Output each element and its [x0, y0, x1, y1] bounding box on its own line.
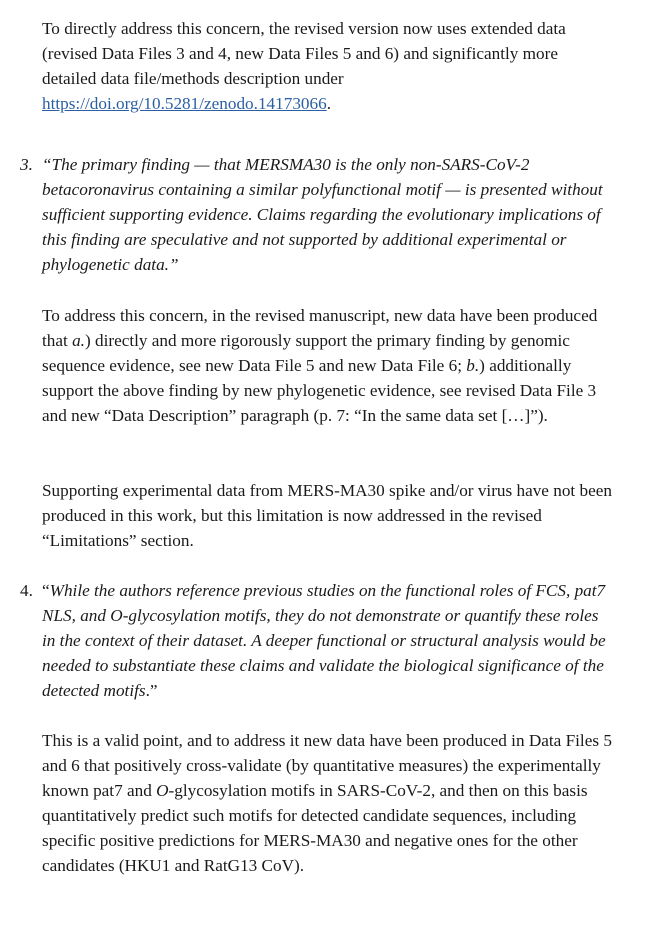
response-3a-part1: To address this concern, in the revised manuscript, new data have been produced that — [42, 306, 598, 350]
o-glycosylation-o: O — [156, 780, 169, 800]
intro-paragraph — [42, 17, 612, 117]
response-4-part2: -glycosylation motifs in SARS-CoV-2, and then on this basis quantitatively predict such motifs for detected candidate sequences, including specific positive predictions for MERS-MA30 and negative ones for the other candidates (HKU1 and RatG13 CoV). — [42, 780, 588, 875]
marker-a: a. — [72, 330, 85, 350]
intro-text: To directly address this concern, the revised version now uses extended data (revised Data Files 3 and 4, new Data Files 5 and 6) and significantly more detailed data file/methods description under — [42, 19, 566, 88]
response-paragraph-3a — [42, 304, 612, 429]
reviewer-quote-4 — [42, 579, 612, 704]
response-paragraph-3b: Supporting experimental data from MERS-MA30 spike and/or virus have not been produced in this work, but this limitation is now addressed in the revised “Limitations” section. — [42, 481, 612, 550]
quote-text-4: While the authors reference previous studies on the functional roles of FCS, pat7 NLS, and O-glycosylation motifs, they do not demonstrate or quantify these roles in the context of their dataset. A deeper functional or structural analysis would be needed to substantiate these claims and validate the biological significance of the detected motifs — [42, 581, 606, 700]
intro-period: . — [326, 93, 331, 113]
zenodo-doi-link[interactable]: https://doi.org/10.5281/zenodo.14173066 — [42, 93, 327, 113]
response-paragraph-4 — [42, 729, 612, 878]
reviewer-quote-3: “The primary finding — that MERSMA30 is the only non-SARS-CoV-2 betacoronavirus containing a similar polyfunctional motif — is presented without sufficient supporting evidence. Claims regarding the evolutionary implications of this finding are speculative and not supported by additional experimental or phylogenetic data.” — [42, 155, 603, 274]
response-3a-part2: ) directly and more rigorously support the primary finding by genomic sequence evidence, see new Data File 5 and new Data File 6; — [42, 330, 570, 375]
marker-b: b. — [466, 355, 480, 375]
item-number-4: 4. — [20, 581, 33, 600]
quote-close-4: .” — [145, 680, 158, 700]
response-4-part1: This is a valid point, and to address it new data have been produced in Data Files 5 and 6 that positively cross-validate (by quantitative measures) the experimentally known pat7 and — [42, 731, 612, 800]
item-number-3: 3. — [20, 155, 33, 174]
response-3a-part3: ) additionally support the above finding by new phylogenetic evidence, see revised Data File 3 and new “Data Description” paragraph (p. 7: “In the same data set […]”). — [42, 355, 597, 425]
quote-open-4: “ — [42, 581, 50, 600]
